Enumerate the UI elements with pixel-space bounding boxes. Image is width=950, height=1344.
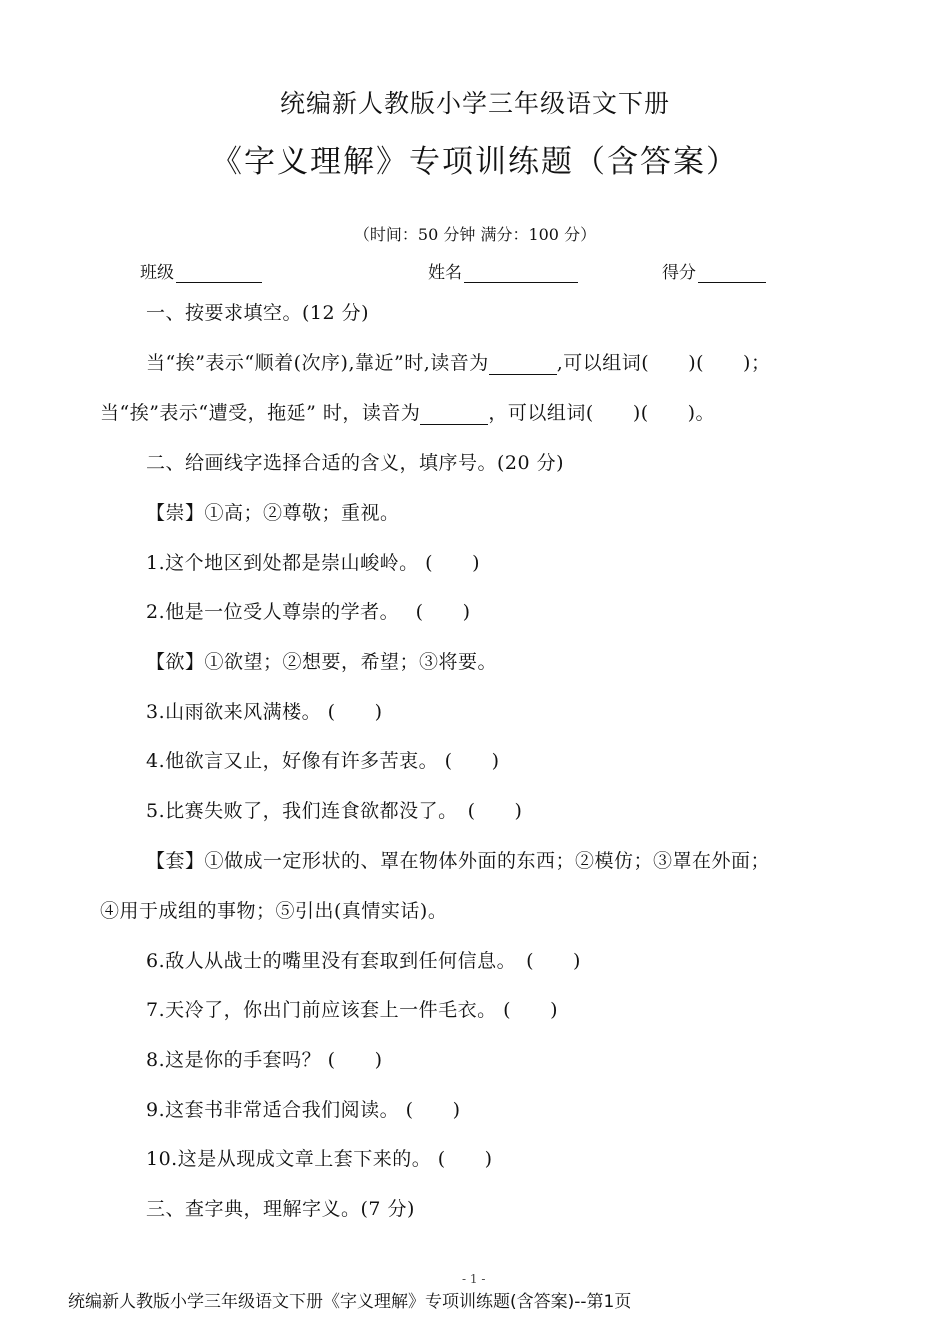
time-info: （时间：50 分钟 满分：100 分） — [353, 225, 597, 244]
pinyin-blank-2[interactable] — [420, 404, 488, 425]
question-4: 4.他欲言又止，好像有许多苦衷。 ( ) — [146, 750, 500, 772]
section1-line1 — [146, 348, 950, 375]
score-blank[interactable] — [698, 264, 766, 283]
section1-line1-text-a: 当“挨”表示“顺着(次序),靠近”时,读音为 — [146, 352, 489, 374]
page-footer: 统编新人教版小学三年级语文下册《字义理解》专项训练题(含答案)--第1页 — [68, 1292, 632, 1312]
class-blank[interactable] — [176, 264, 262, 283]
question-6: 6.敌人从战士的嘴里没有套取到任何信息。 ( ) — [146, 950, 581, 972]
score-field — [662, 258, 766, 283]
definition-chong: 【崇】①高；②尊敬；重视。 — [146, 502, 400, 524]
document-title: 统编新人教版小学三年级语文下册 — [279, 89, 670, 118]
question-7: 7.天冷了，你出门前应该套上一件毛衣。 ( ) — [146, 999, 558, 1021]
section1-line1-text-b: ,可以组词( )( )； — [556, 352, 771, 374]
question-1: 1.这个地区到处都是崇山峻岭。 ( ) — [146, 552, 480, 574]
section3-heading: 三、查字典，理解字义。(7 分) — [146, 1198, 415, 1220]
pinyin-blank-1[interactable] — [489, 354, 557, 375]
definition-tao-line2: ④用于成组的事物；⑤引出(真情实话)。 — [100, 900, 448, 922]
definition-tao-line1: 【套】①做成一定形状的、罩在物体外面的东西；②模仿；③罩在外面； — [146, 850, 771, 872]
question-10: 10.这是从现成文章上套下来的。 ( ) — [146, 1148, 493, 1170]
section1-line2-text-a: 当“挨”表示“遭受，拖延” 时，读音为 — [100, 402, 421, 424]
name-label: 姓名 — [428, 263, 462, 283]
name-blank[interactable] — [464, 264, 578, 283]
question-8: 8.这是你的手套吗？ ( ) — [146, 1049, 383, 1071]
class-field — [140, 258, 262, 283]
name-field — [428, 258, 578, 283]
question-3: 3.山雨欲来风满楼。 ( ) — [146, 701, 383, 723]
score-label: 得分 — [662, 263, 696, 283]
definition-yu: 【欲】①欲望；②想要，希望；③将要。 — [146, 651, 498, 673]
section1-line2 — [100, 398, 950, 425]
page-number: - 1 - — [462, 1272, 486, 1286]
question-5: 5.比赛失败了，我们连食欲都没了。 ( ) — [146, 800, 523, 822]
question-2: 2.他是一位受人尊崇的学者。 ( ) — [146, 601, 471, 623]
document-subtitle: 《字义理解》专项训练题（含答案） — [211, 144, 739, 180]
class-label: 班级 — [140, 263, 174, 283]
section2-heading: 二、给画线字选择合适的含义，填序号。(20 分) — [146, 452, 565, 474]
question-9: 9.这套书非常适合我们阅读。 ( ) — [146, 1099, 461, 1121]
section1-heading: 一、按要求填空。(12 分) — [146, 302, 370, 324]
section1-line2-text-b: ，可以组词( )( )。 — [488, 402, 716, 424]
